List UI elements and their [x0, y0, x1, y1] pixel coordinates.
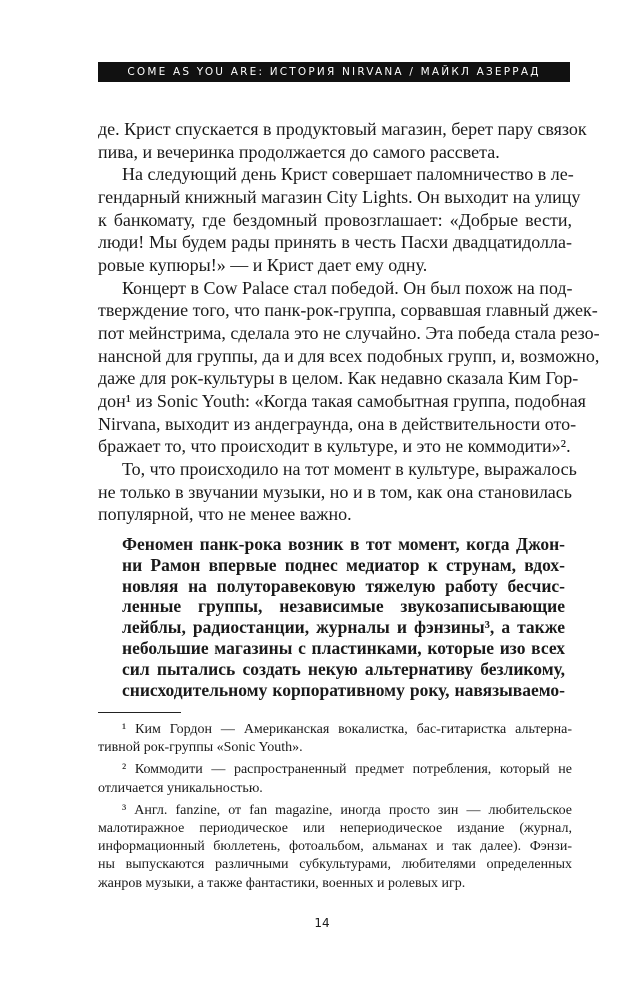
text-line: ленные группы, независимые звукозаписывающие [122, 596, 565, 617]
text-line: сил пытались создать некую альтернативу безликому, [122, 658, 565, 679]
text-line: отличается уникальностью. [98, 780, 263, 796]
text-line: популярной, что не менее важно. [98, 504, 352, 525]
text-line: не только в звучании музыки, но и в том, как она становилась [98, 481, 572, 502]
text-line: То, что происходило на тот момент в культуре, выражалось [122, 458, 577, 479]
paragraph [98, 458, 577, 526]
footnote [98, 721, 572, 757]
text-line: к банкомату, где бездомный провозглашает: «Добрые вести, [98, 209, 572, 230]
footnote-divider [98, 712, 181, 713]
text-line: новляя на полуторавековую тяжелую работу бесчис- [122, 575, 565, 596]
text-line: пива, и вечеринка продолжается до самого рассвета. [98, 141, 500, 162]
text-line: ны выпускаются различными субкультурами, любителями определенных [98, 857, 572, 873]
text-line: Nirvana, выходит из андеграунда, она в действительности ото- [98, 413, 577, 434]
text-line: ровые купюры!» — и Крист дает ему одну. [98, 254, 428, 275]
text-line: жанров музыки, а также фантастики, военных и ролевых игр. [98, 875, 466, 891]
text-line: ³ Англ. fanzine, от fan magazine, иногда просто зин — любительское [122, 802, 572, 818]
text-line: де. Крист спускается в продуктовый магазин, берет пару связок [98, 119, 587, 139]
footnote [98, 761, 572, 797]
paragraph [98, 277, 600, 458]
text-line: ² Коммодити — распространенный предмет потребления, который не [122, 762, 572, 778]
text-line: ни Рамон впервые поднес медиатор к струнам, вдох- [122, 554, 565, 575]
text-line: тверждение того, что панк-рок-группа, сорвавшая главный джек- [98, 300, 598, 321]
text-line: гендарный книжный магазин City Lights. Он выходит на улицу [98, 186, 581, 207]
paragraph [122, 534, 565, 700]
footnote [98, 802, 572, 893]
text-line: дон¹ из Sonic Youth: «Когда такая самобытная группа, подобная [98, 390, 586, 411]
text-line: лейблы, радиостанции, журналы и фэнзины³, а также [122, 617, 565, 638]
block-quote [122, 534, 565, 700]
body-text [98, 118, 600, 526]
text-line: тивной рок-группы «Sonic Youth». [98, 740, 303, 756]
text-line: снисходительному корпоративному року, навязываемо- [122, 679, 565, 700]
paragraph [98, 118, 587, 163]
text-line: бражает то, что происходит в культуре, и это не коммодити»². [98, 436, 571, 457]
text-line: ¹ Ким Гордон — Американская вокалистка, бас-гитаристка альтерна- [122, 722, 572, 737]
text-line: небольшие магазины с пластинками, которые изо всех [122, 637, 565, 658]
text-line: пот мейнстрима, сделала это не случайно. Эта победа стала резо- [98, 322, 600, 343]
paragraph [98, 163, 581, 276]
text-line: нансной для группы, да и для всех подобных групп, и, возможно, [98, 345, 600, 366]
text-line: малотиражное периодическое или непериодическое издание (журнал, [98, 821, 572, 837]
text-line: информационный бюллетень, фотоальбом, альманах и так далее). Фэнзи- [98, 839, 572, 855]
text-line: люди! Мы будем рады принять в честь Пасхи двадцатидолла- [98, 232, 572, 253]
page-number: 14 [314, 916, 330, 930]
text-line: Концерт в Cow Palace стал победой. Он был похож на под- [122, 277, 573, 298]
footnotes [98, 721, 572, 897]
text-line: даже для рок-культуры в целом. Как недавно сказала Ким Гор- [98, 368, 579, 389]
text-line: На следующий день Крист совершает паломничество в ле- [122, 164, 574, 185]
text-line: Феномен панк-рока возник в тот момент, когда Джон- [122, 534, 565, 554]
running-header: COME AS YOU ARE: ИСТОРИЯ NIRVANA / МАЙКЛ АЗЕРРАД [98, 62, 570, 82]
